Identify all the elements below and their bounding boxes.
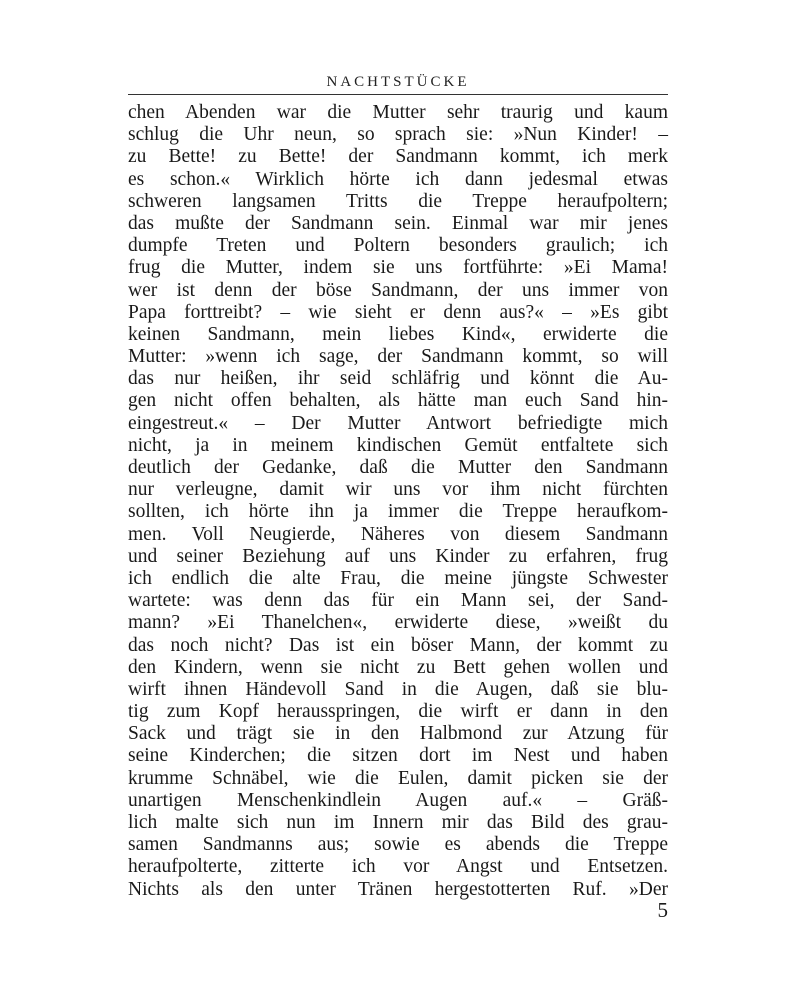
running-head: NACHTSTÜCKE	[326, 74, 470, 90]
text-line: samen Sandmanns aus; sowie es abends die Treppe	[128, 834, 668, 856]
text-line: das mußte der Sandmann sein. Einmal war mir jenes	[128, 212, 668, 234]
text-line: wartete: was denn das für ein Mann sei, der Sand-	[128, 590, 668, 612]
text-line: heraufpolterte, zitterte ich vor Angst und Entsetzen.	[128, 856, 668, 878]
page-number: 5	[657, 898, 668, 922]
text-line: schweren langsamen Tritts die Treppe heraufpoltern;	[128, 190, 668, 212]
text-line: Nichts als den unter Tränen hergestotterten Ruf. »Der	[128, 878, 668, 900]
text-line: wirft ihnen Händevoll Sand in die Augen, daß sie blu-	[128, 678, 668, 700]
text-line: Papa forttreibt? – wie sieht er denn aus?« – »Es gibt	[128, 301, 668, 323]
text-line: krumme Schnäbel, wie die Eulen, damit picken sie der	[128, 767, 668, 789]
text-line: wer ist denn der böse Sandmann, der uns immer von	[128, 279, 668, 301]
text-line: mann? »Ei Thanelchen«, erwiderte diese, »weißt du	[128, 612, 668, 634]
text-line: Mutter: »wenn ich sage, der Sandmann kommt, so will	[128, 346, 668, 368]
text-line: schlug die Uhr neun, so sprach sie: »Nun Kinder! –	[128, 124, 668, 146]
body-text	[128, 102, 668, 901]
text-line: dumpfe Treten und Poltern besonders graulich; ich	[128, 235, 668, 257]
text-line: tig zum Kopf herausspringen, die wirft er dann in den	[128, 701, 668, 723]
text-line: seine Kinderchen; die sitzen dort im Nest und haben	[128, 745, 668, 767]
text-line: frug die Mutter, indem sie uns fortführte: »Ei Mama!	[128, 257, 668, 279]
text-line: nicht, ja in meinem kindischen Gemüt entfaltete sich	[128, 434, 668, 456]
text-line: und seiner Beziehung auf uns Kinder zu erfahren, frug	[128, 545, 668, 567]
text-line: deutlich der Gedanke, daß die Mutter den Sandmann	[128, 457, 668, 478]
text-line: lich malte sich nun im Innern mir das Bild des grau-	[128, 812, 668, 833]
text-line: es schon.« Wirklich hörte ich dann jedesmal etwas	[128, 168, 668, 190]
text-line: gen nicht offen behalten, als hätte man euch Sand hin-	[128, 390, 668, 412]
text-line: den Kindern, wenn sie nicht zu Bett gehen wollen und	[128, 656, 668, 678]
text-line: men. Voll Neugierde, Näheres von diesem Sandmann	[128, 523, 668, 545]
text-line: Sack und trägt sie in den Halbmond zur Atzung für	[128, 723, 668, 745]
text-line: nur verleugne, damit wir uns vor ihm nicht fürchten	[128, 479, 668, 501]
header-rule	[128, 94, 668, 95]
text-line: chen Abenden war die Mutter sehr traurig und kaum	[128, 102, 668, 123]
text-line: zu Bette! zu Bette! der Sandmann kommt, ich merk	[128, 146, 668, 168]
text-line: das nur heißen, ihr seid schläfrig und könnt die Au-	[128, 368, 668, 390]
text-line: ich endlich die alte Frau, die meine jüngste Schwester	[128, 567, 668, 589]
text-line: unartigen Menschenkindlein Augen auf.« – Gräß-	[128, 789, 668, 811]
text-line: sollten, ich hörte ihn ja immer die Treppe heraufkom-	[128, 501, 668, 523]
text-line: eingestreut.« – Der Mutter Antwort befriedigte mich	[128, 412, 668, 434]
text-line: das noch nicht? Das ist ein böser Mann, der kommt zu	[128, 634, 668, 656]
text-line: keinen Sandmann, mein liebes Kind«, erwiderte die	[128, 323, 668, 345]
